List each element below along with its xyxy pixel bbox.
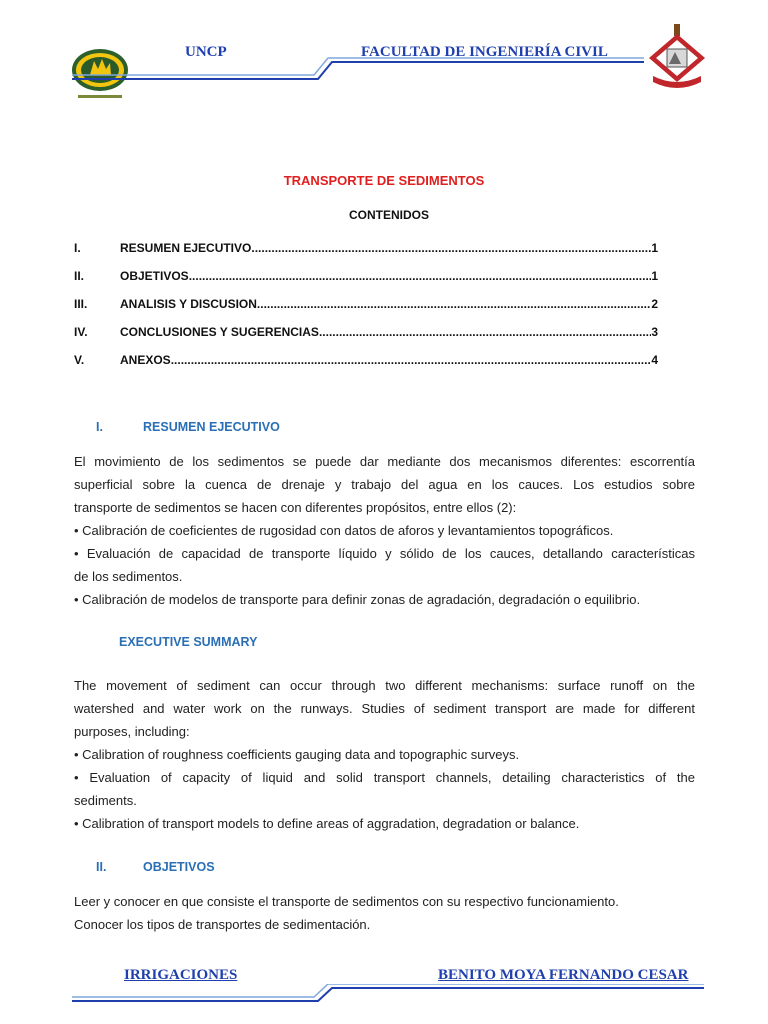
executive-summary-heading: EXECUTIVE SUMMARY — [119, 635, 258, 649]
toc-row[interactable] — [74, 325, 658, 341]
section2-paragraph — [74, 890, 695, 936]
toc-row[interactable] — [74, 353, 658, 369]
paragraph-line: El movimiento de los sedimentos se puede dar mediante dos mecanismos diferentes: escorrentía — [74, 454, 695, 469]
section1-paragraph — [74, 450, 695, 611]
bullet-item-continuation: de los sedimentos. — [74, 569, 183, 584]
bullet-item: • Calibration of roughness coefficients gauging data and topographic surveys. — [74, 747, 520, 762]
toc-page-number: 3 — [651, 325, 658, 339]
toc-leader-dots — [257, 297, 651, 311]
toc-label: ANEXOS — [120, 353, 171, 367]
toc-number: II. — [74, 269, 85, 283]
paragraph-line: superficial sobre la cuenca de drenaje y trabajo del agua en los cauces. Los estudios sobre — [74, 477, 695, 492]
header-divider — [72, 56, 644, 82]
toc-leader-dots — [189, 269, 652, 283]
paragraph-line: The movement of sediment can occur through two different mechanisms: surface runoff on the — [74, 678, 695, 693]
toc-row[interactable] — [74, 269, 658, 285]
document-title: TRANSPORTE DE SEDIMENTOS — [283, 173, 485, 188]
toc-row[interactable] — [74, 241, 658, 257]
section2-number: II. — [96, 860, 107, 874]
footer-divider — [72, 984, 704, 1004]
toc-leader-dots — [251, 241, 651, 255]
toc-row[interactable] — [74, 297, 658, 313]
toc-leader-dots — [319, 325, 651, 339]
toc-number: IV. — [74, 325, 88, 339]
bullet-item: • Evaluación de capacidad de transporte líquido y sólido de los cauces, detallando características — [74, 546, 695, 561]
toc-leader-dots — [171, 353, 652, 367]
contents-heading: CONTENIDOS — [348, 208, 429, 222]
footer-left-label: IRRIGACIONES — [124, 967, 238, 983]
bullet-item-continuation: sediments. — [74, 793, 137, 808]
section1-heading: RESUMEN EJECUTIVO — [143, 420, 280, 434]
toc-number: III. — [74, 297, 88, 311]
toc-label: OBJETIVOS — [120, 269, 189, 283]
paragraph-line: Conocer los tipos de transportes de sedimentación. — [74, 917, 371, 932]
paragraph-line: purposes, including: — [74, 724, 190, 739]
toc-page-number: 1 — [651, 269, 658, 283]
paragraph-line: transporte de sedimentos se hacen con diferentes propósitos, entre ellos (2): — [74, 500, 517, 515]
toc-label: ANALISIS Y DISCUSION — [120, 297, 257, 311]
toc-label: CONCLUSIONES Y SUGERENCIAS — [120, 325, 319, 339]
section2-heading: OBJETIVOS — [143, 860, 215, 874]
footer-right-label: BENITO MOYA FERNANDO CESAR — [438, 967, 689, 983]
toc-label: RESUMEN EJECUTIVO — [120, 241, 252, 255]
paragraph-line: Leer y conocer en que consiste el transporte de sedimentos con su respectivo funcionamiento. — [74, 894, 619, 909]
bullet-item: • Calibración de modelos de transporte para definir zonas de agradación, degradación o equilibrio. — [74, 592, 641, 607]
bullet-item: • Calibración de coeficientes de rugosidad con datos de aforos y levantamientos topográficos. — [74, 523, 614, 538]
header-right-label: FACULTAD DE INGENIERÍA CIVIL — [361, 44, 608, 60]
paragraph-line: watershed and water work on the runways. Studies of sediment transport are made for different — [74, 701, 695, 716]
faculty-engineering-seal-logo — [647, 24, 707, 94]
header-left-label: UNCP — [185, 44, 227, 60]
toc-number: V. — [74, 353, 85, 367]
toc-page-number: 1 — [651, 241, 658, 255]
section1-number: I. — [96, 420, 103, 434]
toc-page-number: 4 — [651, 353, 658, 367]
bullet-item: • Evaluation of capacity of liquid and solid transport channels, detailing characteristics of the — [74, 770, 695, 785]
toc-page-number: 2 — [651, 297, 658, 311]
bullet-item: • Calibration of transport models to define areas of aggradation, degradation or balance. — [74, 816, 580, 831]
executive-summary-paragraph — [74, 674, 695, 835]
toc-number: I. — [74, 241, 81, 255]
